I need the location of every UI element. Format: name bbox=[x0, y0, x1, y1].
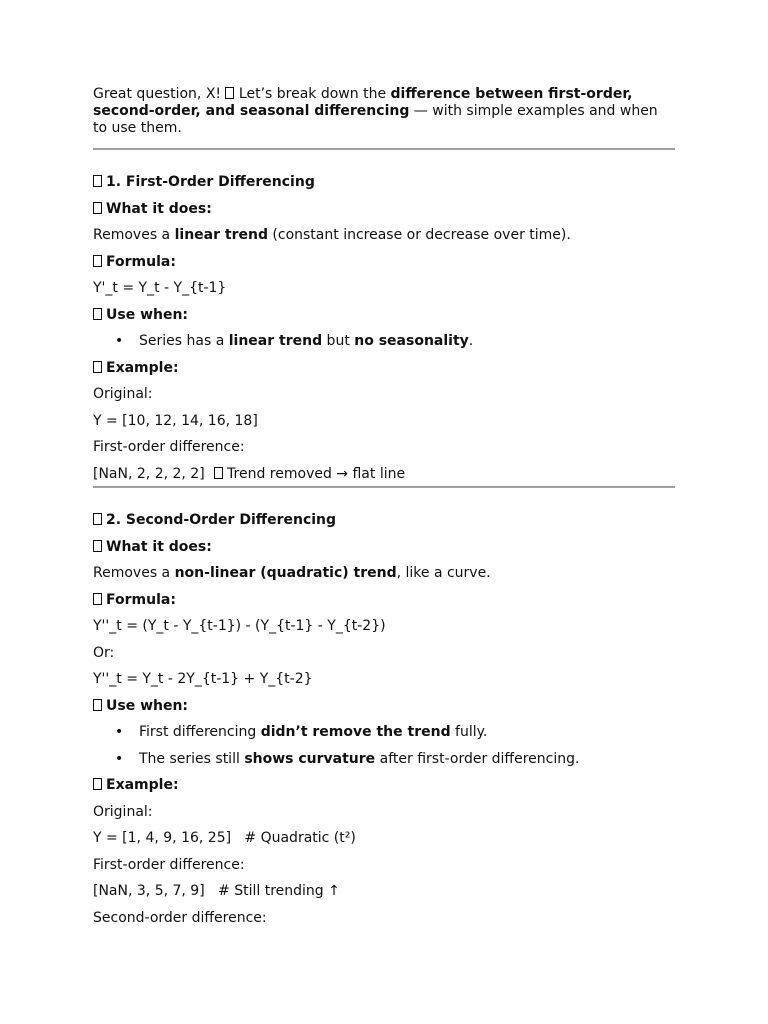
list-item bbox=[93, 751, 675, 778]
text: Trend removed → flat line bbox=[222, 465, 406, 482]
text: (constant increase or decrease over time). bbox=[267, 227, 571, 243]
text: but bbox=[322, 333, 355, 349]
code-line: [NaN, 3, 5, 7, 9] # Still trending ↑ bbox=[93, 883, 340, 899]
emoji-icon bbox=[214, 467, 223, 479]
subheading-label: Use when: bbox=[106, 697, 189, 714]
section-heading bbox=[93, 174, 675, 201]
text: Removes a bbox=[93, 565, 175, 581]
intro-text: Let’s break down the bbox=[234, 86, 391, 102]
subheading bbox=[93, 777, 675, 804]
bold-text: didn’t remove the trend bbox=[260, 724, 451, 740]
section-title: 2. Second-Order Differencing bbox=[106, 512, 337, 528]
bold-text: linear trend bbox=[174, 227, 268, 243]
intro-text: — with simple examples and when to use them. bbox=[93, 103, 658, 136]
bullet-icon: • bbox=[115, 750, 124, 767]
paragraph: First-order difference: bbox=[93, 856, 245, 873]
section-title: 1. First-Order Differencing bbox=[106, 174, 315, 190]
code-line bbox=[93, 466, 675, 493]
bold-text: no seasonality bbox=[354, 333, 469, 349]
emoji-icon bbox=[93, 540, 102, 552]
code-line: Y = [10, 12, 14, 16, 18] bbox=[93, 412, 258, 429]
subheading-label: Formula: bbox=[106, 253, 176, 270]
subheading-label: Example: bbox=[106, 777, 179, 793]
subheading bbox=[93, 201, 675, 228]
intro-paragraph bbox=[93, 86, 675, 137]
formula: Y'_t = Y_t - Y_{t-1} bbox=[93, 280, 227, 296]
subheading bbox=[93, 539, 675, 566]
text: Removes a bbox=[93, 227, 175, 243]
bullet-icon: • bbox=[115, 333, 124, 349]
text: fully. bbox=[450, 724, 488, 740]
emoji-icon bbox=[93, 175, 102, 187]
paragraph: Second-order difference: bbox=[93, 909, 267, 926]
subheading bbox=[93, 254, 675, 281]
paragraph: Original: bbox=[93, 803, 153, 820]
emoji-icon bbox=[93, 699, 102, 711]
paragraph: Original: bbox=[93, 386, 153, 402]
subheading-label: Example: bbox=[106, 359, 179, 376]
divider bbox=[93, 148, 675, 150]
intro-text: Great question, X! bbox=[93, 86, 226, 102]
code-line: Y = [1, 4, 9, 16, 25] # Quadratic (t²) bbox=[93, 830, 356, 846]
text: The series still bbox=[139, 750, 245, 767]
emoji-icon bbox=[93, 202, 102, 214]
list-item bbox=[93, 333, 675, 360]
bold-text: non-linear (quadratic) trend bbox=[174, 565, 397, 581]
subheading-label: What it does: bbox=[106, 200, 212, 217]
intro-bold: difference between first-order, second-order, and seasonal differencing bbox=[93, 86, 633, 119]
text: , like a curve. bbox=[396, 565, 491, 581]
emoji-icon bbox=[93, 308, 102, 320]
bullet-icon: • bbox=[115, 724, 124, 740]
paragraph bbox=[93, 565, 675, 592]
section-heading bbox=[93, 512, 675, 539]
subheading-label: Formula: bbox=[106, 591, 176, 608]
bold-text: linear trend bbox=[228, 333, 323, 349]
subheading-label: What it does: bbox=[106, 538, 212, 555]
text: after first-order differencing. bbox=[375, 750, 580, 767]
text: . bbox=[468, 333, 474, 349]
subheading bbox=[93, 592, 675, 619]
emoji-icon bbox=[93, 361, 102, 373]
paragraph bbox=[93, 227, 675, 254]
subheading bbox=[93, 307, 675, 334]
emoji-icon bbox=[93, 778, 102, 790]
list-item bbox=[93, 724, 675, 751]
subheading bbox=[93, 360, 675, 387]
subheading bbox=[93, 698, 675, 725]
bold-text: shows curvature bbox=[244, 750, 376, 767]
text: [NaN, 2, 2, 2, 2] bbox=[93, 465, 214, 482]
formula: Y''_t = (Y_t - Y_{t-1}) - (Y_{t-1} - Y_{t-2}) bbox=[93, 618, 386, 634]
chat-response bbox=[93, 86, 675, 936]
paragraph: First-order difference: bbox=[93, 439, 245, 455]
text: Series has a bbox=[139, 333, 229, 349]
emoji-icon bbox=[93, 593, 102, 605]
text: First differencing bbox=[139, 724, 261, 740]
emoji-icon bbox=[93, 255, 102, 267]
divider bbox=[93, 486, 675, 488]
subheading-label: Use when: bbox=[106, 306, 189, 323]
paragraph: Or: bbox=[93, 644, 115, 661]
emoji-icon bbox=[93, 513, 102, 525]
formula: Y''_t = Y_t - 2Y_{t-1} + Y_{t-2} bbox=[93, 671, 313, 687]
